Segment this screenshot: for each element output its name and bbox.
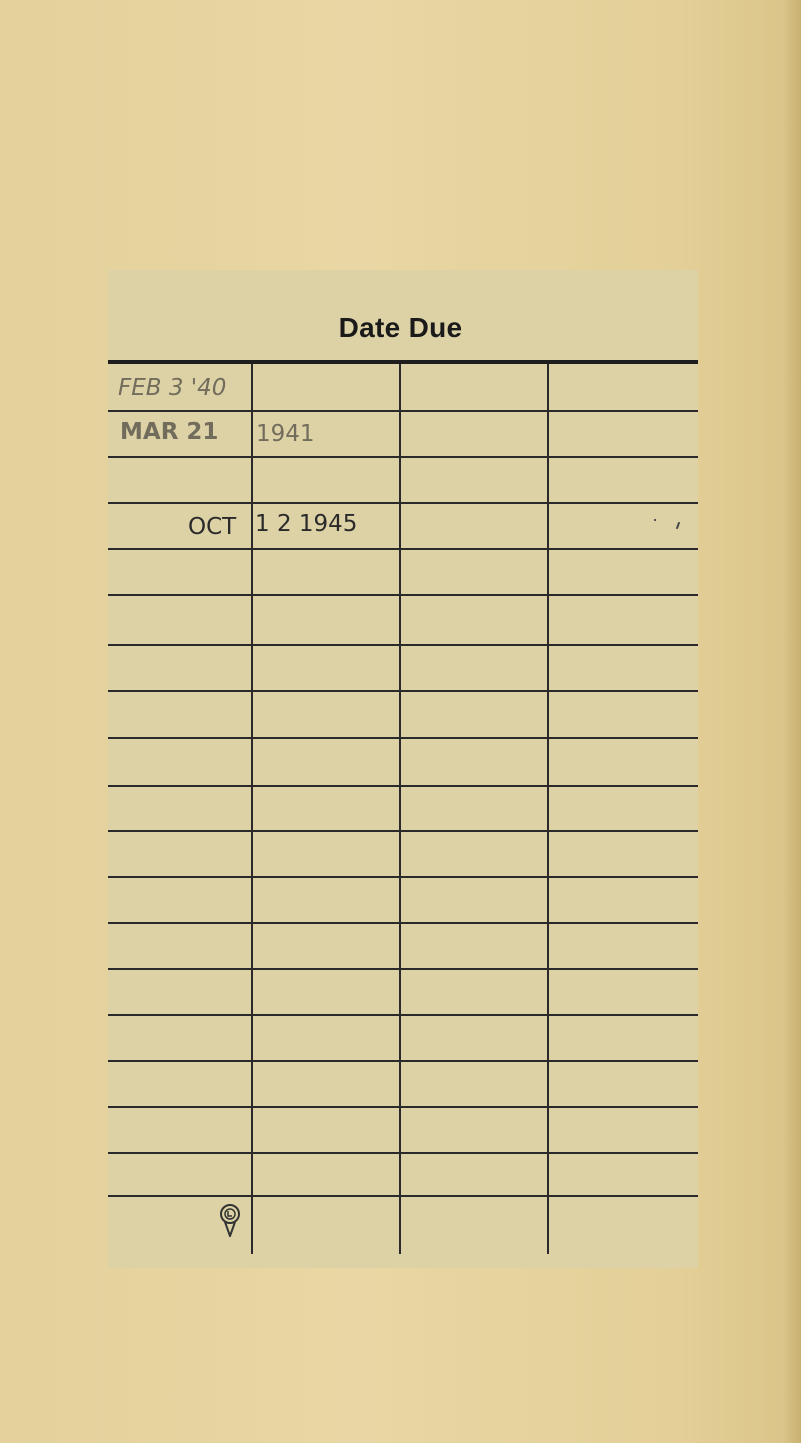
row-line: [108, 785, 698, 787]
row-line: [108, 502, 698, 504]
page-title: Date Due: [338, 312, 463, 343]
due-date-stamp: FEB 3 '40: [118, 375, 227, 401]
row-line: [108, 456, 698, 458]
page-edge-shadow: [783, 0, 801, 1443]
row-line: [108, 922, 698, 924]
column-line: [547, 364, 549, 1254]
row-line: [108, 1195, 698, 1197]
due-date-stamp: 1 2 1945: [255, 511, 358, 537]
row-line: [108, 410, 698, 412]
row-line: [108, 968, 698, 970]
row-line: [108, 737, 698, 739]
row-line: [108, 548, 698, 550]
row-line: [108, 1014, 698, 1016]
row-line: [108, 1106, 698, 1108]
due-date-stamp: MAR 21: [120, 419, 219, 445]
header-rule: [108, 360, 698, 364]
row-line: [108, 830, 698, 832]
ink-speck: [654, 519, 656, 521]
row-line: [108, 644, 698, 646]
row-line: [108, 876, 698, 878]
row-line: [108, 1060, 698, 1062]
row-line: [108, 690, 698, 692]
due-date-stamp: 1941: [256, 421, 315, 447]
column-line: [251, 364, 253, 1254]
column-line: [399, 364, 401, 1254]
library-bureau-logo-icon: [219, 1203, 241, 1237]
row-line: [108, 594, 698, 596]
due-date-stamp: OCT: [188, 514, 237, 540]
row-line: [108, 1152, 698, 1154]
